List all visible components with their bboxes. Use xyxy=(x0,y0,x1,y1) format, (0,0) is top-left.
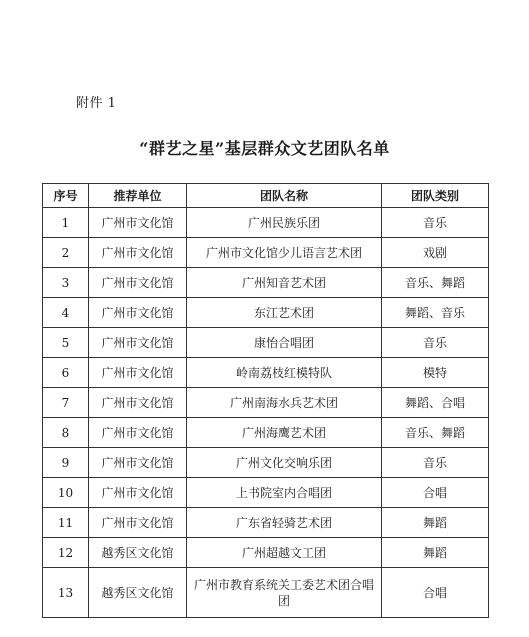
table-row xyxy=(43,418,489,448)
table-row xyxy=(43,388,489,418)
cell-serial-number: 3 xyxy=(43,268,89,298)
cell-recommending-unit: 广州市文化馆 xyxy=(89,478,187,508)
cell-team-name: 康怡合唱团 xyxy=(187,328,382,358)
cell-recommending-unit: 广州市文化馆 xyxy=(89,328,187,358)
cell-team-name: 广州南海水兵艺术团 xyxy=(187,388,382,418)
cell-serial-number: 5 xyxy=(43,328,89,358)
table-row xyxy=(43,358,489,388)
cell-serial-number: 11 xyxy=(43,508,89,538)
team-roster-table xyxy=(42,183,489,618)
cell-recommending-unit: 广州市文化馆 xyxy=(89,508,187,538)
table-row xyxy=(43,238,489,268)
cell-team-name: 广州市教育系统关工委艺术团合唱团 xyxy=(187,568,382,618)
table-header-row xyxy=(43,184,489,208)
header-serial-number: 序号 xyxy=(43,184,89,208)
cell-team-category: 舞蹈 xyxy=(382,508,489,538)
cell-recommending-unit: 越秀区文化馆 xyxy=(89,568,187,618)
cell-recommending-unit: 广州市文化馆 xyxy=(89,448,187,478)
cell-team-category: 音乐 xyxy=(382,208,489,238)
table-row xyxy=(43,568,489,618)
cell-team-name: 岭南荔枝红模特队 xyxy=(187,358,382,388)
cell-team-category: 合唱 xyxy=(382,568,489,618)
cell-team-name: 广州知音艺术团 xyxy=(187,268,382,298)
cell-team-name: 东江艺术团 xyxy=(187,298,382,328)
cell-recommending-unit: 广州市文化馆 xyxy=(89,418,187,448)
cell-serial-number: 9 xyxy=(43,448,89,478)
cell-team-category: 舞蹈、合唱 xyxy=(382,388,489,418)
cell-serial-number: 2 xyxy=(43,238,89,268)
cell-team-name: 广州海鹰艺术团 xyxy=(187,418,382,448)
cell-serial-number: 1 xyxy=(43,208,89,238)
table-row xyxy=(43,448,489,478)
cell-team-name: 上书院室内合唱团 xyxy=(187,478,382,508)
cell-recommending-unit: 广州市文化馆 xyxy=(89,388,187,418)
header-recommending-unit: 推荐单位 xyxy=(89,184,187,208)
cell-team-name: 广州超越文工团 xyxy=(187,538,382,568)
cell-recommending-unit: 越秀区文化馆 xyxy=(89,538,187,568)
attachment-label: 附件 1 xyxy=(76,96,117,111)
cell-serial-number: 12 xyxy=(43,538,89,568)
cell-team-category: 戏剧 xyxy=(382,238,489,268)
cell-team-category: 音乐 xyxy=(382,328,489,358)
table-row xyxy=(43,508,489,538)
cell-team-category: 舞蹈 xyxy=(382,538,489,568)
cell-team-category: 模特 xyxy=(382,358,489,388)
table-row xyxy=(43,268,489,298)
cell-serial-number: 4 xyxy=(43,298,89,328)
cell-team-name: 广东省轻骑艺术团 xyxy=(187,508,382,538)
cell-serial-number: 13 xyxy=(43,568,89,618)
cell-recommending-unit: 广州市文化馆 xyxy=(89,298,187,328)
cell-team-category: 音乐、舞蹈 xyxy=(382,268,489,298)
table-row xyxy=(43,478,489,508)
document-title: “群艺之星”基层群众文艺团队名单 xyxy=(139,139,390,158)
cell-serial-number: 6 xyxy=(43,358,89,388)
table-row xyxy=(43,208,489,238)
cell-recommending-unit: 广州市文化馆 xyxy=(89,208,187,238)
cell-serial-number: 10 xyxy=(43,478,89,508)
cell-team-name: 广州民族乐团 xyxy=(187,208,382,238)
header-team-name: 团队名称 xyxy=(187,184,382,208)
cell-serial-number: 8 xyxy=(43,418,89,448)
header-team-category: 团队类别 xyxy=(382,184,489,208)
cell-recommending-unit: 广州市文化馆 xyxy=(89,268,187,298)
cell-serial-number: 7 xyxy=(43,388,89,418)
cell-recommending-unit: 广州市文化馆 xyxy=(89,358,187,388)
cell-team-category: 合唱 xyxy=(382,478,489,508)
cell-team-category: 音乐 xyxy=(382,448,489,478)
table-row xyxy=(43,538,489,568)
table-row xyxy=(43,328,489,358)
cell-recommending-unit: 广州市文化馆 xyxy=(89,238,187,268)
cell-team-name: 广州文化交响乐团 xyxy=(187,448,382,478)
table-row xyxy=(43,298,489,328)
cell-team-category: 音乐、舞蹈 xyxy=(382,418,489,448)
cell-team-name: 广州市文化馆少儿语言艺术团 xyxy=(187,238,382,268)
cell-team-category: 舞蹈、音乐 xyxy=(382,298,489,328)
